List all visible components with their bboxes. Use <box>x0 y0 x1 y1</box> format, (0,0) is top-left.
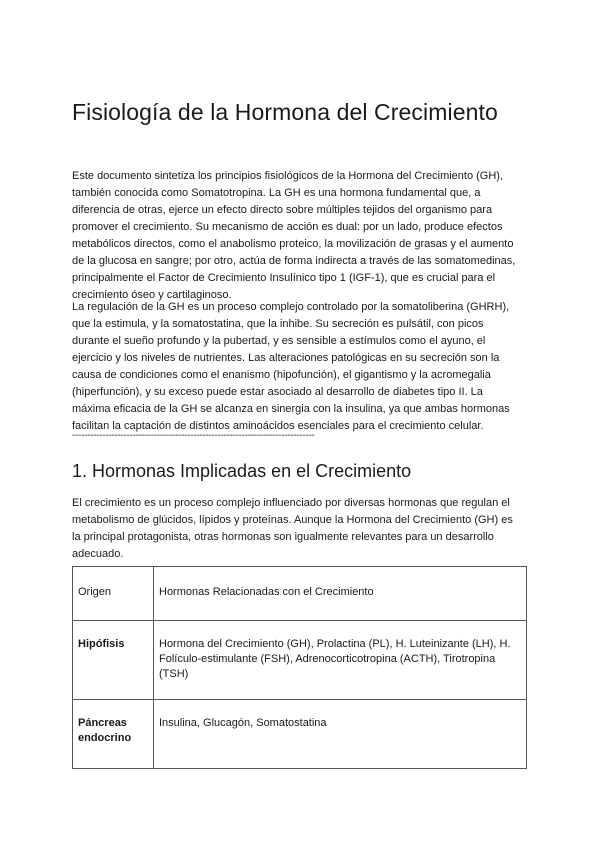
table-header-hormones: Hormonas Relacionadas con el Crecimiento <box>154 567 527 621</box>
table-row <box>73 621 527 700</box>
table-cell-origin: Páncreas endocrino <box>73 700 154 769</box>
table-cell-origin: Hipófisis <box>73 621 154 700</box>
table-cell-hormones: Hormona del Crecimiento (GH), Prolactina (PL), H. Luteinizante (LH), H. Folículo-estimulante (FSH), Adrenocorticotropina (ACTH), Tirotropina (TSH) <box>154 621 527 700</box>
section-paragraph: El crecimiento es un proceso complejo influenciado por diversas hormonas que regulan el metabolismo de glúcidos, lípidos y proteínas. Aunque la Hormona del Crecimiento (GH) es la principal protagonista, otras hormonas son igualmente relevantes para un desarrollo adecuado. <box>72 497 513 560</box>
table-header-origin: Origen <box>73 567 154 621</box>
table-cell-hormones: Insulina, Glucagón, Somatostatina <box>154 700 527 769</box>
table-row <box>73 700 527 769</box>
table-header-row <box>73 567 527 621</box>
document-title: Fisiología de la Hormona del Crecimiento <box>72 99 498 125</box>
section-heading: 1. Hormonas Implicadas en el Crecimiento <box>72 461 412 481</box>
section-separator: -------------------------------------------------------------------------------- <box>72 430 315 441</box>
intro-paragraph-2: La regulación de la GH es un proceso complejo controlado por la somatoliberina (GHRH), que la estimula, y la somatostatina, que la inhibe. Su secreción es pulsátil, con picos durante el sueño profundo y la pubertad, y es sensible a estímulos como el ayuno, el ejercicio y los niveles de nutrientes. Las alteraciones patológicas en su secreción son la causa de condiciones como el enanismo (hipofunción), el gigantismo y la acromegalia (hiperfunción), y su exceso puede estar asociado al desarrollo de diabetes tipo II. La máxima eficacia de la GH se alcanza en sinergia con la insulina, ya que ambas hormonas facilitan la captación de distintos aminoácidos esenciales para el crecimiento celular. <box>72 301 510 432</box>
hormones-table <box>72 566 527 769</box>
intro-paragraph-1: Este documento sintetiza los principios fisiológicos de la Hormona del Crecimiento (GH), también conocida como Somatotropina. La GH es una hormona fundamental que, a diferencia de otras, ejerce un efecto directo sobre múltiples tejidos del organismo para promover el crecimiento. Su mecanismo de acción es dual: por un lado, produce efectos metabólicos directos, como el anabolismo proteico, la movilización de grasas y el aumento de la glucosa en sangre; por otro, actúa de forma indirecta a través de las somatomedinas, principalmente el Factor de Crecimiento Insulínico tipo 1 (IGF-1), que es crucial para el crecimiento óseo y cartilaginoso. <box>72 170 516 301</box>
